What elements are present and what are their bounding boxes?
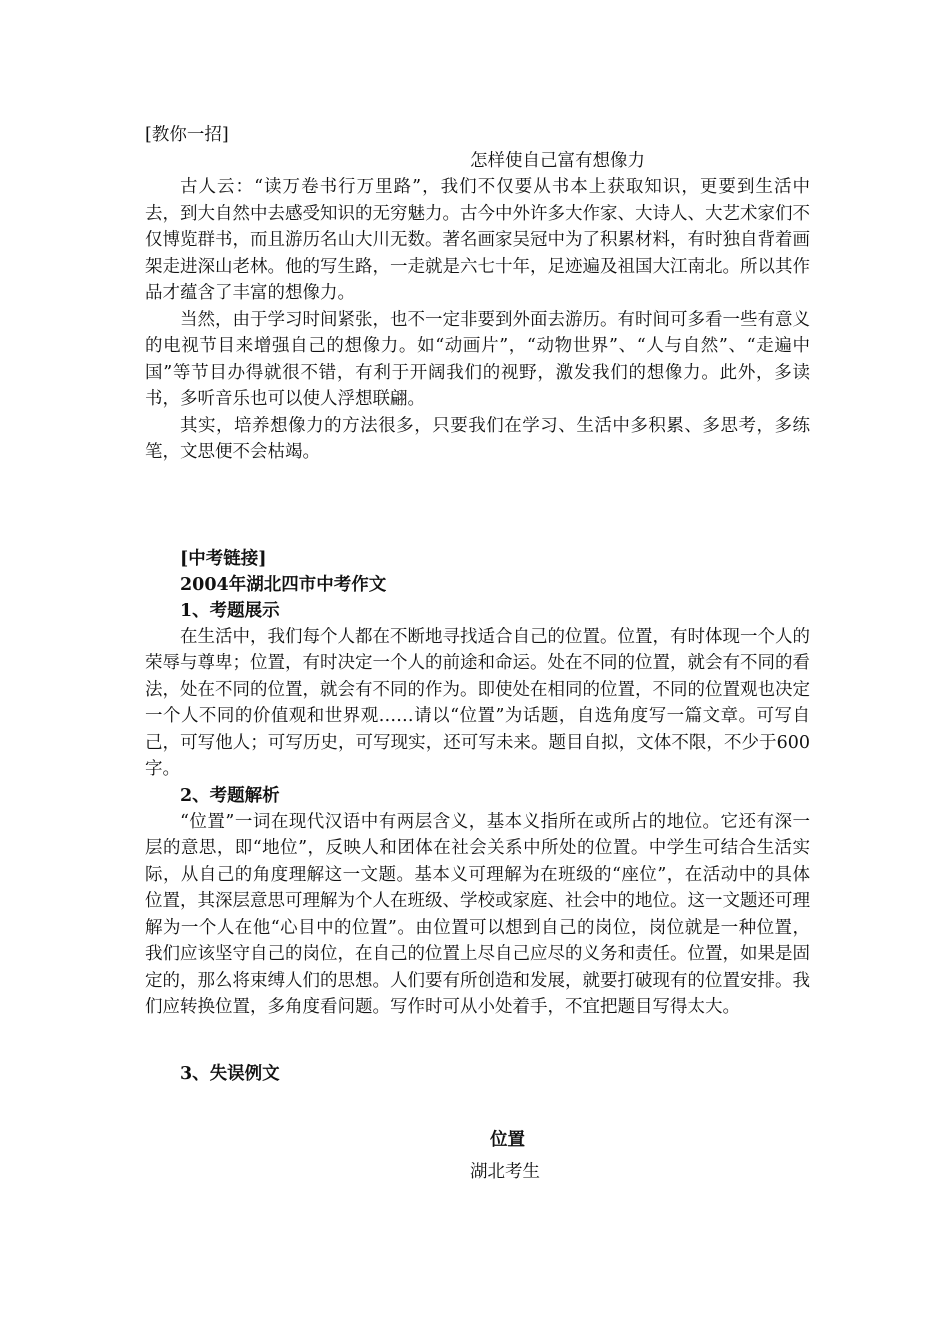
exam-item1-label: 1、考题展示 bbox=[180, 600, 280, 621]
exam-section-label: [中考链接] bbox=[180, 548, 267, 569]
tip-paragraph-3: 其实，培养想像力的方法很多，只要我们在学习、生活中多积累、多思考，多练笔，文思便不会枯竭。 bbox=[145, 415, 810, 462]
tip-paragraph-1: 古人云：“读万卷书行万里路”，我们不仅要从书本上获取知识，更要到生活中去，到大自然中去感受知识的无穷魅力。古今中外许多大作家、大诗人、大艺术家们不仅博览群书，而且游历名山大川无数。著名画家吴冠中为了积累材料，有时独自背着画架走进深山老林。他的写生路，一走就是六七十年，足迹遍及祖国大江南北。所以其作品才蕴含了丰富的想像力。 bbox=[145, 177, 810, 303]
essay-title: 位置 bbox=[490, 1129, 525, 1150]
section-spacer bbox=[145, 1021, 810, 1061]
essay-author: 湖北考生 bbox=[470, 1161, 540, 1182]
section-spacer bbox=[145, 466, 810, 546]
tip-section-label: [教你一招] bbox=[145, 125, 229, 145]
document-body bbox=[145, 122, 810, 1185]
exam-item1-text: 在生活中，我们每个人都在不断地寻找适合自己的位置。位置，有时体现一个人的荣辱与尊卑；位置，有时决定一个人的前途和命运。处在不同的位置，就会有不同的看法，处在不同的位置，就会有不同的作为。即使处在相同的位置，不同的位置观也决定一个人不同的价值观和世界观……请以“位置”为话题，自选角度写一篇文章。可写自己，可写他人；可写历史，可写现实，还可写未来。题目自拟，文体不限，不少于600字。 bbox=[145, 626, 810, 779]
section-spacer bbox=[145, 1087, 810, 1127]
tip-title: 怎样使自己富有想像力 bbox=[470, 151, 645, 171]
exam-item2-label: 2、考题解析 bbox=[180, 785, 280, 806]
tip-paragraph-2: 当然，由于学习时间紧张，也不一定非要到外面去游历。有时间可多看一些有意义的电视节目来增强自己的想像力。如“动画片”，“动物世界”、“人与自然”、“走遍中国”等节目办得就很不错，有利于开阔我们的视野，激发我们的想像力。此外，多读书，多听音乐也可以使人浮想联翩。 bbox=[145, 309, 810, 409]
exam-item3-label: 3、失误例文 bbox=[180, 1063, 280, 1084]
exam-item2-text: “位置”一词在现代汉语中有两层含义，基本义指所在或所占的地位。它还有深一层的意思，即“地位”，反映人和团体在社会关系中所处的位置。中学生可结合生活实际，从自己的角度理解这一文题。基本义可理解为在班级的“座位”，在活动中的具体位置，其深层意思可理解为个人在班级、学校或家庭、社会中的地位。这一文题还可理解为一个人在他“心目中的位置”。由位置可以想到自己的岗位，岗位就是一种位置，我们应该坚守自己的岗位，在自己的位置上尽自己应尽的义务和责任。位置，如果是固定的，那么将束缚人们的思想。人们要有所创造和发展，就要打破现有的位置安排。我们应转换位置，多角度看问题。写作时可从小处着手，不宜把题目写得太大。 bbox=[145, 811, 810, 1017]
exam-heading: 2004年湖北四市中考作文 bbox=[180, 574, 387, 595]
